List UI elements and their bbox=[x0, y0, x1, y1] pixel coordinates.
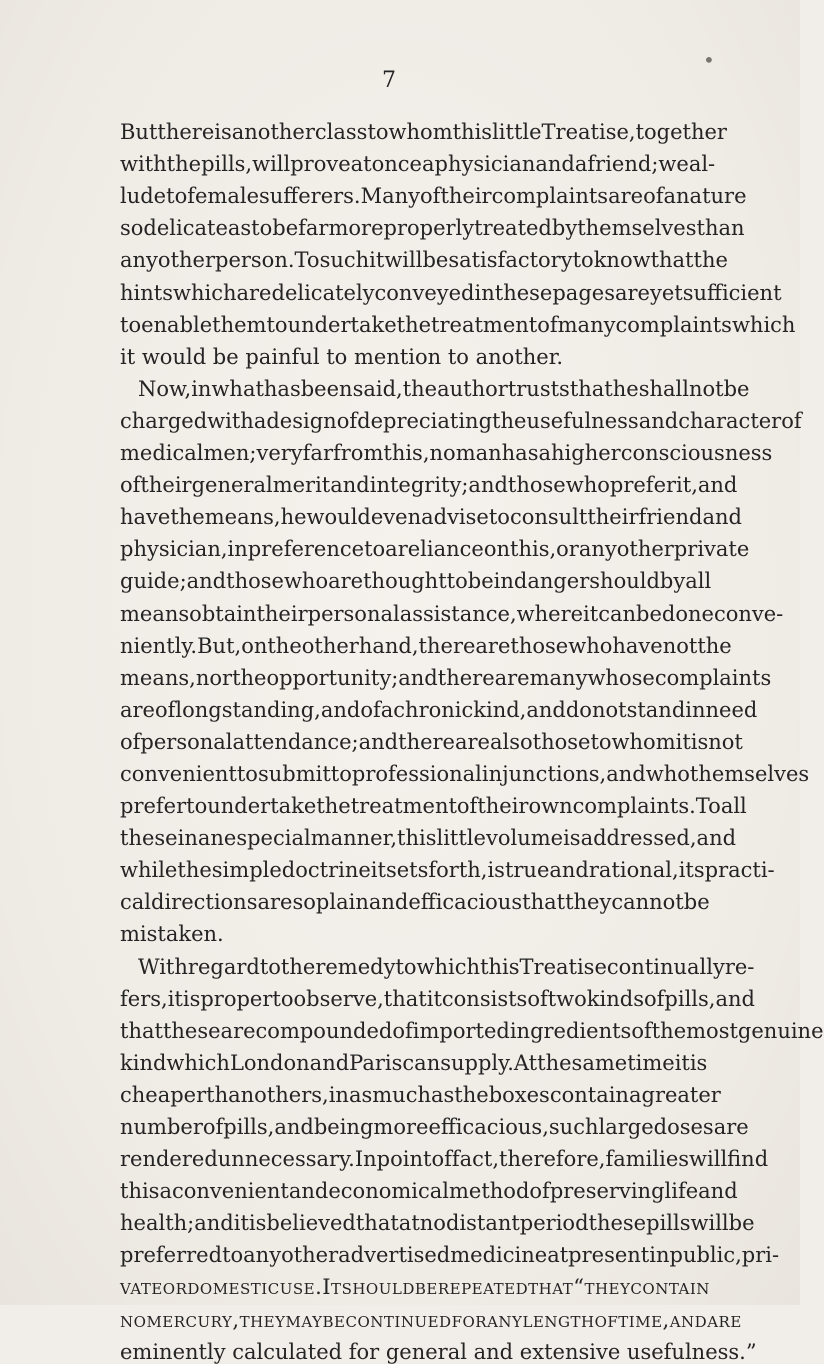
text-line: rendered unnecessary. In point of fact, therefore, families will find bbox=[120, 1147, 769, 1172]
text-line: prefer to undertake the treatment of their own complaints. To all bbox=[120, 794, 747, 819]
corner-mark: • bbox=[703, 48, 715, 72]
text-line: convenient to submit to professional injunctions, and who themselves bbox=[120, 761, 810, 786]
text-line: cal directions are so plain and efficacious that they cannot be bbox=[120, 890, 710, 915]
text-line: cheaper than others, in as much as the boxes contain a greater bbox=[120, 1082, 721, 1107]
text-line: health ; and it is believed that at no distant period these pills will be bbox=[120, 1211, 755, 1236]
text-line: means obtain their personal assistance, where it can be done conve- bbox=[120, 601, 784, 626]
body-text bbox=[120, 112, 824, 1364]
text-line: guide ; and those who are thought to be in danger should by all bbox=[120, 569, 712, 594]
text-line: kind which London and Paris can supply. At the same time it is bbox=[120, 1050, 708, 1075]
text-line: are of long standing, and of a chronic kind, and do not stand in need bbox=[120, 697, 758, 722]
text-line: Now, in what has been said, the author trusts that he shall not be bbox=[138, 376, 750, 401]
text-line: With regard to the remedy to which this Treatise continually re- bbox=[138, 954, 755, 979]
text-line: of personal attendance; and there are also those to whom it is not bbox=[120, 729, 743, 754]
text-line: while the simple doctrine it sets forth, is true and rational, its practi- bbox=[120, 858, 775, 883]
text-line: that these are compounded of imported ingredients of the most genuine bbox=[120, 1018, 824, 1043]
text-line: with the pills, will prove at once a physician and a friend; we al- bbox=[120, 152, 716, 177]
text-line: mistaken. bbox=[120, 922, 224, 947]
text-line: vate or domestic use. It should be repeated that “they contain bbox=[120, 1275, 710, 1300]
text-line: no mercury, they may be continued for any length of time, and are bbox=[120, 1307, 742, 1332]
text-line: number of pills, and being more efficacious, such large doses are bbox=[120, 1115, 749, 1139]
text-line: preferred to any other advertised medicine at present in public, pri- bbox=[120, 1243, 780, 1268]
text-line: physician, in preference to a reliance on this, or any other private bbox=[120, 537, 750, 562]
text-line: niently. But, on the other hand, there are those who have not the bbox=[120, 633, 732, 658]
text-line: charged with a design of depreciating the usefulness and character of bbox=[120, 408, 802, 433]
text-line: hints which are delicately conveyed in these pages are yet sufficient bbox=[120, 280, 782, 305]
text-line: any other person. To such it will be satisfactory to know that the bbox=[120, 248, 728, 273]
text-line: medical men ; very far from this, no man has a higher consciousness bbox=[120, 441, 773, 466]
text-line: means, nor the opportunity ; and there are many whose complaints bbox=[120, 665, 772, 690]
text-line: to enable them to undertake the treatment of many complaints which bbox=[120, 312, 796, 337]
text-line: eminently calculated for general and extensive usefulness.” bbox=[120, 1339, 757, 1364]
text-line: But there is another class to whom this little Treatise, together bbox=[120, 120, 727, 145]
page-number: 7 bbox=[382, 68, 396, 93]
text-line: lude to female sufferers. Many of their complaints are of a nature bbox=[120, 184, 747, 209]
text-line: fers, it is proper to observe, that it consists of two kinds of pills, and bbox=[120, 986, 755, 1011]
text-line: this a convenient and economical method of preserving life and bbox=[120, 1179, 738, 1204]
text-line: have the means, he would even advise to consult their friend and bbox=[120, 505, 742, 530]
text-line: it would be painful to mention to another. bbox=[120, 344, 564, 369]
text-line: of their general merit and integrity ; and those who prefer it, and bbox=[120, 473, 738, 498]
text-line: these in an especial manner, this little volume is addressed, and bbox=[120, 826, 737, 851]
text-line: so delicate as to be far more properly treated by themselves than bbox=[120, 216, 745, 241]
